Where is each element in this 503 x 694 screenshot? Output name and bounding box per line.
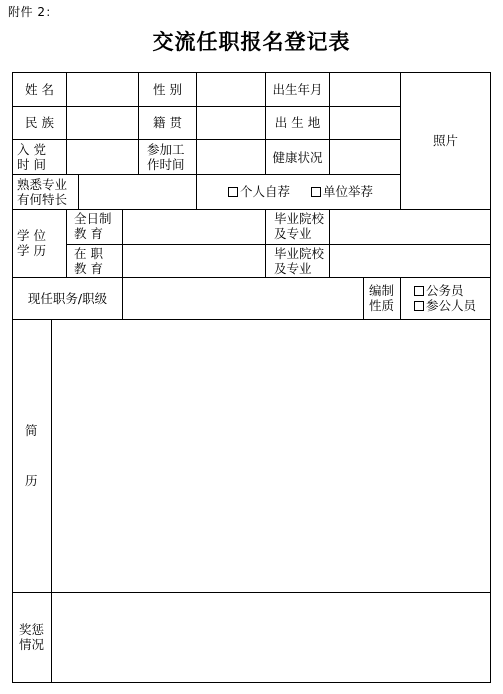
specialty-label: 熟悉专业 有何特长 xyxy=(17,177,68,207)
inservice-school-field[interactable] xyxy=(330,245,490,277)
self-recommend-option[interactable]: 个人自荐 xyxy=(228,184,290,199)
photo-area[interactable] xyxy=(401,73,490,209)
rewards-field[interactable] xyxy=(52,593,490,682)
reference-staff-checkbox[interactable] xyxy=(414,301,424,311)
fulltime-school-label: 毕业院校 及专业 xyxy=(274,211,325,241)
inservice-school-label: 毕业院校 及专业 xyxy=(274,246,325,276)
civil-servant-checkbox[interactable] xyxy=(414,286,424,296)
native-place-label: 籍 贯 xyxy=(153,115,182,130)
position-field[interactable] xyxy=(123,278,363,319)
position-label: 现任职务/职级 xyxy=(27,291,108,306)
self-recommend-checkbox[interactable] xyxy=(228,187,238,197)
birthplace-label: 出 生 地 xyxy=(274,115,321,130)
native-place-field[interactable] xyxy=(197,107,265,139)
reference-staff-option[interactable]: 参公人员 xyxy=(414,298,476,313)
unit-recommend-option[interactable]: 单位举荐 xyxy=(311,184,373,199)
fulltime-school-field[interactable] xyxy=(330,210,490,244)
unit-recommend-checkbox[interactable] xyxy=(311,187,321,197)
gender-field[interactable] xyxy=(197,73,265,106)
form-title: 交流任职报名登记表 xyxy=(152,29,351,54)
gender-label: 性 别 xyxy=(153,82,182,97)
party-date-field[interactable] xyxy=(67,140,138,174)
civil-servant-option[interactable]: 公务员 xyxy=(414,283,464,298)
resume-label-char-1: 简 xyxy=(25,423,38,438)
resume-label-char-2: 历 xyxy=(25,473,38,488)
attachment-label: 附件 2： xyxy=(8,5,58,19)
name-label: 姓 名 xyxy=(25,82,54,97)
work-start-field[interactable] xyxy=(197,140,265,174)
resume-field[interactable] xyxy=(52,320,490,592)
birthplace-field[interactable] xyxy=(330,107,400,139)
staffing-label: 编制 性质 xyxy=(369,283,395,313)
birth-date-label: 出生年月 xyxy=(272,82,323,97)
degree-education-label: 学 位 学 历 xyxy=(17,228,46,258)
rewards-label: 奖惩 情况 xyxy=(19,622,45,652)
health-field[interactable] xyxy=(330,140,400,174)
photo-label: 照片 xyxy=(432,133,458,148)
fulltime-education-label: 全日制 教 育 xyxy=(74,211,112,241)
ethnicity-label: 民 族 xyxy=(25,115,54,130)
birth-date-field[interactable] xyxy=(330,73,400,106)
ethnicity-field[interactable] xyxy=(67,107,138,139)
fulltime-degree-field[interactable] xyxy=(123,210,265,244)
name-field[interactable] xyxy=(67,73,138,106)
work-start-label: 参加工 作时间 xyxy=(147,142,185,172)
specialty-field[interactable] xyxy=(79,175,196,209)
inservice-degree-field[interactable] xyxy=(123,245,265,277)
inservice-education-label: 在 职 教 育 xyxy=(74,246,103,276)
party-date-label: 入 党 时 间 xyxy=(17,142,46,172)
health-label: 健康状况 xyxy=(272,150,323,165)
